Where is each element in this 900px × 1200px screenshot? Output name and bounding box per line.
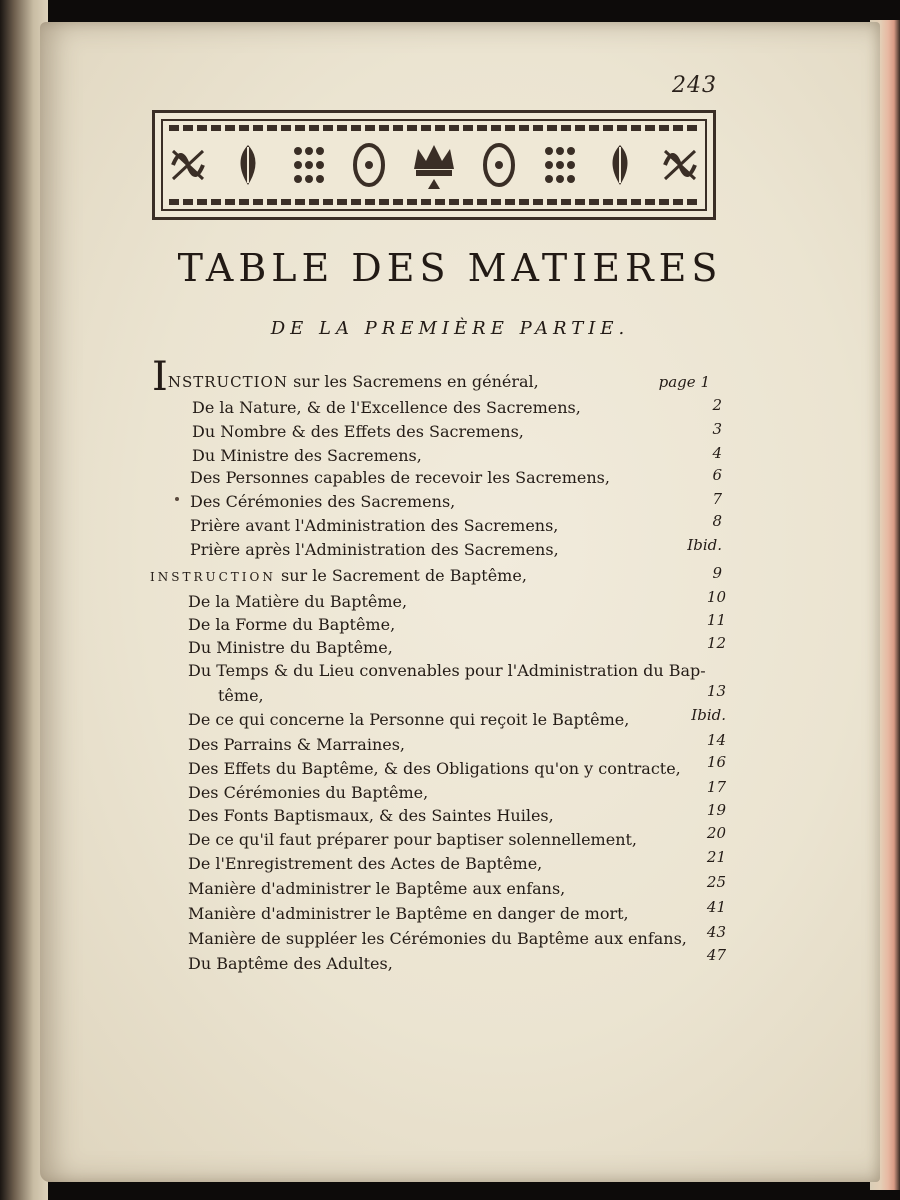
toc-entry-page: 25: [706, 873, 726, 891]
toc-entry: Manière d'administrer le Baptême en danger de mort,: [188, 904, 629, 923]
section-1-heading: [152, 354, 539, 400]
drop-cap: I: [152, 354, 168, 400]
toc-entry-page: 47: [706, 946, 726, 964]
section-2-heading-page: 9: [712, 564, 722, 582]
toc-entry: Du Ministre des Sacremens,: [192, 446, 422, 465]
toc-entry-page: 11: [706, 611, 726, 629]
toc-entry-page: 41: [706, 898, 726, 916]
toc-entry-page: 12: [706, 634, 726, 652]
section-1-heading-text: sur les Sacremens en général,: [287, 372, 539, 391]
headpiece-motifs: [169, 139, 699, 191]
page-value: 1: [700, 373, 710, 391]
section-2-heading-caps: INSTRUCTION: [150, 570, 276, 584]
toc-entry: Des Effets du Baptême, & des Obligations qu'on y contracte,: [188, 759, 681, 778]
toc-entry-page: 43: [706, 923, 726, 941]
toc-entry: Des Personnes capables de recevoir les Sacremens,: [190, 468, 610, 487]
page-subtitle: DE LA PREMIÈRE PARTIE.: [270, 318, 630, 339]
toc-entry-page: Ibid.: [691, 706, 726, 724]
section-2-heading-text: sur le Sacrement de Baptême,: [275, 566, 527, 585]
toc-entry: De l'Enregistrement des Actes de Baptême,: [188, 854, 543, 873]
page-title: TABLE DES MATIERES: [177, 246, 723, 290]
toc-entry: Manière de suppléer les Cérémonies du Baptême aux enfans,: [188, 929, 687, 948]
scroll-ornament-icon: [661, 141, 699, 189]
toc-entry-page: 8: [712, 512, 722, 530]
toc-entry: Du Nombre & des Effets des Sacremens,: [192, 422, 524, 441]
toc-entry: Du Baptême des Adultes,: [188, 954, 393, 973]
section-1-heading-page: [630, 373, 710, 391]
toc-entry-page: 7: [712, 490, 722, 508]
toc-entry-page: 20: [706, 824, 726, 842]
toc-entry-page: 21: [706, 848, 726, 866]
fleuron-grid-icon: [290, 141, 328, 189]
toc-entry: De la Forme du Baptême,: [188, 615, 396, 634]
leaf-ornament-icon: [229, 141, 267, 189]
page-label: page: [658, 373, 696, 391]
oval-wreath-icon: [480, 141, 518, 189]
toc-entry-page: 17: [706, 778, 726, 796]
toc-entry-page: 19: [706, 801, 726, 819]
headpiece-bottom-band: [169, 199, 699, 205]
toc-entry-page: 10: [706, 588, 726, 606]
toc-entry-page: Ibid.: [687, 536, 722, 554]
ornamental-headpiece: [152, 110, 716, 220]
section-1-heading-caps: NSTRUCTION: [167, 373, 288, 391]
toc-entry-page: 4: [712, 444, 722, 462]
toc-entry: Manière d'administrer le Baptême aux enfans,: [188, 879, 566, 898]
toc-entry-page: 13: [706, 682, 726, 700]
toc-entry: Du Temps & du Lieu convenables pour l'Administration du Bap-: [188, 661, 706, 680]
toc-entry-continuation: tême,: [218, 686, 264, 705]
toc-entry: Du Ministre du Baptême,: [188, 638, 393, 657]
headpiece-top-band: [169, 125, 699, 131]
toc-entry: Des Parrains & Marraines,: [188, 735, 406, 754]
scroll-ornament-icon: [169, 141, 207, 189]
toc-entry: Des Cérémonies des Sacremens,: [190, 492, 456, 511]
ink-speck: [175, 497, 179, 501]
toc-entry-page: 3: [712, 420, 722, 438]
toc-entry: De la Matière du Baptême,: [188, 592, 408, 611]
toc-entry: Prière avant l'Administration des Sacremens,: [190, 516, 559, 535]
crown-icon: [410, 139, 458, 191]
page-number: 243: [672, 73, 717, 98]
toc-entry: De ce qu'il faut préparer pour baptiser solennellement,: [188, 830, 638, 849]
fleuron-grid-icon: [541, 141, 579, 189]
toc-entry-page: 16: [706, 753, 726, 771]
toc-entry: Des Cérémonies du Baptême,: [188, 783, 429, 802]
toc-entry: Prière après l'Administration des Sacremens,: [190, 540, 559, 559]
leaf-ornament-icon: [601, 141, 639, 189]
toc-entry: Des Fonts Baptismaux, & des Saintes Huiles,: [188, 806, 554, 825]
toc-entry-page: 6: [712, 466, 722, 484]
oval-wreath-icon: [350, 141, 388, 189]
toc-entry: De la Nature, & de l'Excellence des Sacremens,: [192, 398, 581, 417]
toc-entry-page: 2: [712, 396, 722, 414]
toc-entry: De ce qui concerne la Personne qui reçoit le Baptême,: [188, 710, 630, 729]
toc-entry-page: 14: [706, 731, 726, 749]
section-2-heading: [150, 566, 527, 585]
